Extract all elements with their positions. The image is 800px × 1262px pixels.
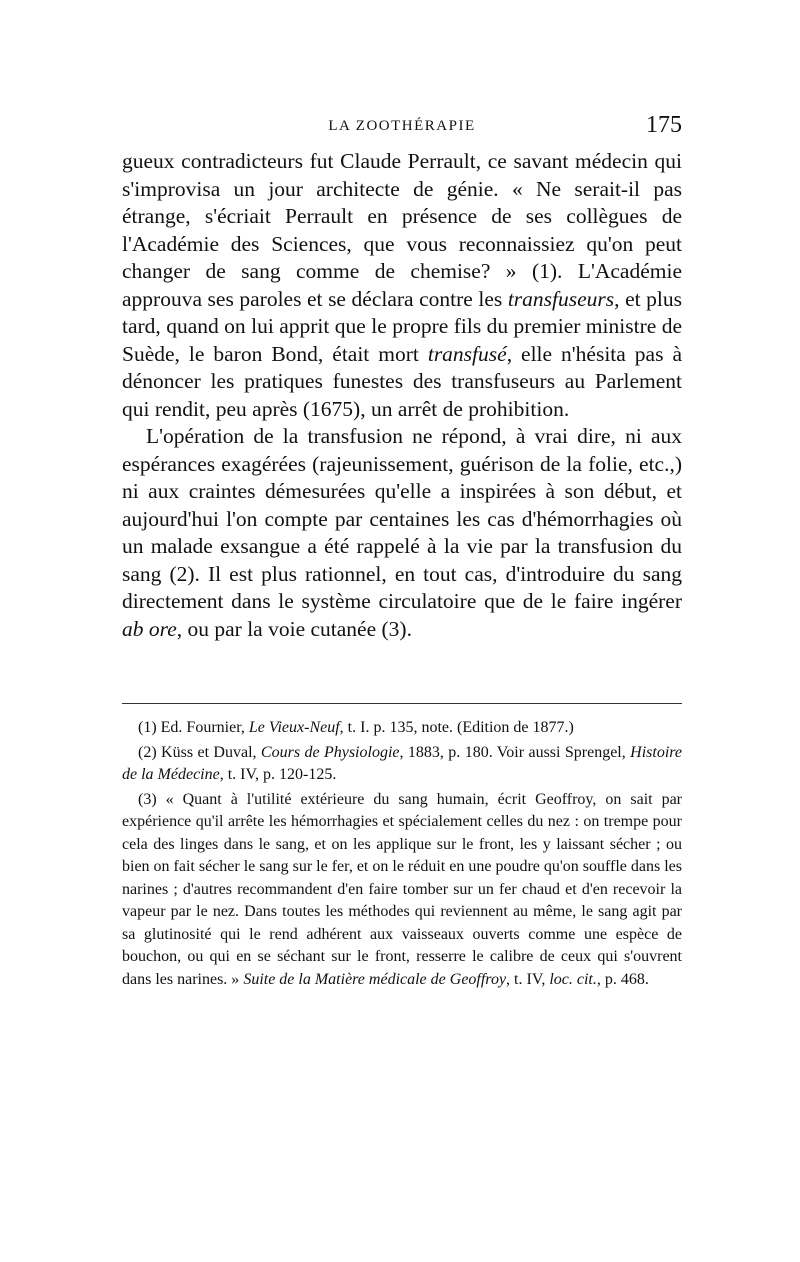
footnote-2 bbox=[122, 742, 682, 787]
text-run: gueux contradicteurs fut Claude Perrault, ce savant médecin qui s'improvisa un jour architecte de génie. « Ne serait-il pas étrange, s'écriait Perrault en présence de ses collègues de l'Académie des Sciences, que vous reconnaissiez qu'on peut changer de sang comme de chemise? » (1). L'Académie approuva ses paroles et se déclara contre les bbox=[122, 149, 682, 311]
italic-term: transfuseurs bbox=[507, 286, 615, 311]
footnotes bbox=[122, 717, 682, 991]
footnote-1 bbox=[122, 717, 682, 740]
text-run: L'opération de la transfusion ne répond, à vrai dire, ni aux espérances exagérées (rajeunissement, guérison de la folie, etc.,) ni aux craintes démesurées qu'elle a inspirées à son début, et aujourd'hui l'on compte par centaines les cas d'hémorrhagies où un malade exsangue a été rappelé à la vie par la transfusion du sang (2). Il est plus rationnel, en tout cas, d'introduire du sang directement dans le système circulatoire que de le faire ingérer bbox=[122, 424, 682, 613]
text-run: , t. IV, p. 120-125. bbox=[219, 766, 337, 783]
text-run: (3) « Quant à l'utilité extérieure du sang humain, écrit Geoffroy, on sait par expérience qu'il arrête les hémorrhagies et spécialement celles du nez : on trempe pour cela des linges dans le sang, et on les applique sur le front, les y laissant sécher ; ou bien on fait sécher le sang sur le fer, et on le réduit en une poudre qu'on souffle dans les narines ; d'autres recommandent d'en faire tomber sur un fer chaud et d'en recevoir la vapeur par le nez. Dans toutes les méthodes qui reviennent au même, le sang agit par sa glutinosité qui le rend adhérent aux vaisseaux ouverts comme une espèce de bouchon, ou qui en se séchant sur le front, resserre le calibre de ceux qui s'ouvrent dans les narines. » bbox=[122, 790, 682, 988]
italic-title: Histoire de la Médecine bbox=[122, 743, 683, 783]
italic-term: transfusé bbox=[427, 341, 507, 366]
italic-title: Suite de la Matière médicale de Geoffroy bbox=[243, 970, 507, 988]
footnote-separator bbox=[122, 703, 682, 704]
text-run: , t. IV, bbox=[506, 970, 550, 988]
running-title: LA ZOOTHÉRAPIE bbox=[328, 118, 476, 134]
text-run: , t. I. p. 135, note. (Edition de 1877.) bbox=[339, 719, 574, 736]
text-run: , elle n'hésita pas à dénoncer les pratiques funestes des transfuseurs au Parlement qui rendit, peu après (1675), un arrêt de prohibition. bbox=[122, 341, 682, 421]
text-run: , 1883, p. 180. Voir aussi Sprengel, bbox=[399, 743, 631, 761]
italic-title: Cours de Physiologie bbox=[260, 743, 400, 761]
paragraph-1 bbox=[122, 148, 682, 423]
page-number: 175 bbox=[646, 112, 682, 138]
main-text bbox=[122, 148, 682, 643]
text-run: , ou par la voie cutanée (3). bbox=[176, 616, 412, 641]
text-run: , p. 468. bbox=[596, 970, 649, 988]
italic-title: Le Vieux-Neuf bbox=[248, 719, 340, 736]
italic-title: loc. cit. bbox=[549, 970, 597, 988]
text-run: (2) Küss et Duval, bbox=[138, 743, 261, 761]
running-head bbox=[122, 110, 682, 144]
text-run: , et plus tard, quand on lui apprit que le propre fils du premier ministre de Suède, le baron Bond, était mort bbox=[122, 286, 682, 366]
italic-term: ab ore bbox=[122, 616, 177, 641]
paragraph-2 bbox=[122, 423, 682, 643]
footnote-3 bbox=[122, 789, 682, 992]
text-run: (1) Ed. Fournier, bbox=[138, 719, 249, 736]
